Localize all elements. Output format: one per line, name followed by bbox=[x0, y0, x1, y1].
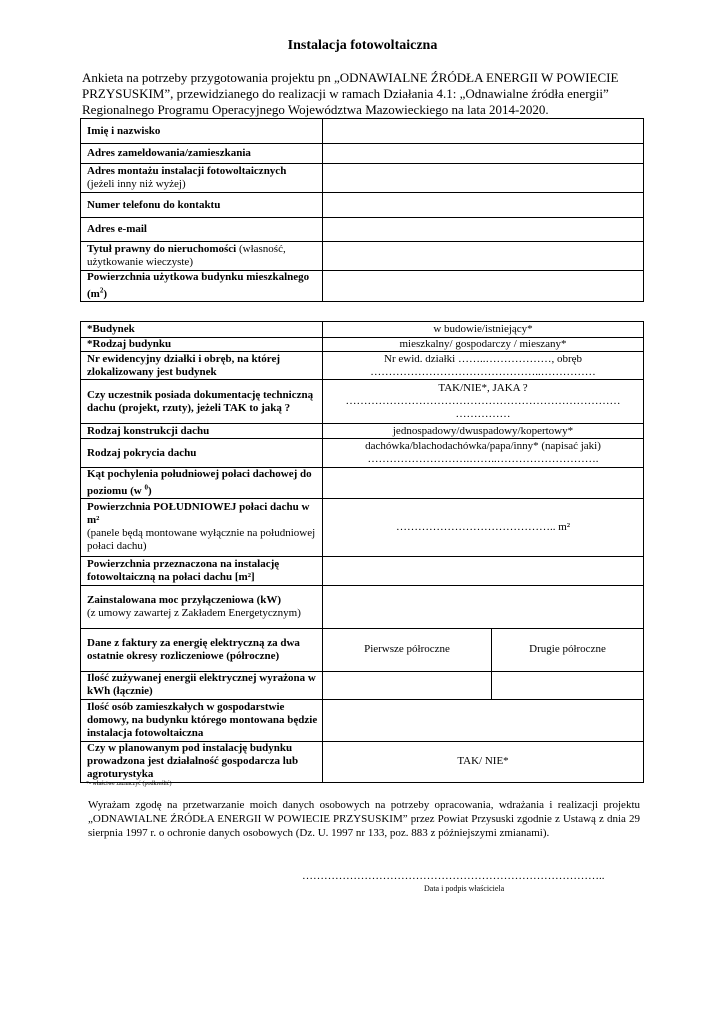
table-row bbox=[81, 193, 644, 218]
table-row bbox=[81, 242, 644, 271]
table-row bbox=[81, 468, 644, 499]
table-row bbox=[81, 352, 644, 380]
legal-title-label: Tytuł prawny do nieruchomości (własność, użytkowanie wieczyste) bbox=[81, 242, 323, 271]
install-address-label: Adres montażu instalacji fotowoltaicznych (jeżeli inny niż wyżej) bbox=[81, 164, 323, 193]
invoice-data-label: Dane z faktury za energię elektryczną za dwa ostatnie okresy rozliczeniowe (półroczne) bbox=[81, 628, 323, 671]
table-row bbox=[81, 338, 644, 352]
legal-title-field[interactable] bbox=[323, 242, 644, 271]
table-row bbox=[81, 144, 644, 164]
signature-caption: Data i podpis właściciela bbox=[424, 884, 505, 893]
consent-statement: Wyrażam zgodę na przetwarzanie moich danych osobowych na potrzeby opracowania, wdrażania i realizacji projektu „ODNAWIALNE ŹRÓDŁA ENERGII W POWIECIE PRZYSUSKIM” przez Powiat Przysuski zgodnie z Ustawą z dnia 29 sierpnia 1997 r. o ochronie danych osobowych (Dz. U. 1997 nr 133, poz. 883 z późniejszymi zmianami). bbox=[88, 799, 640, 839]
footnote: *- właściwe zaznaczyć (podkreślić) bbox=[86, 781, 172, 787]
signature-line[interactable]: ……………………………………………………………………….. bbox=[302, 870, 605, 882]
install-area-label: Powierzchnia przeznaczona na instalację fotowoltaiczną na połaci dachu [m²] bbox=[81, 556, 323, 585]
roof-construction-options[interactable]: jednospadowy/dwuspadowy/kopertowy* bbox=[323, 424, 644, 439]
roof-docs-field[interactable]: TAK/NIE*, JAKA ? ………………………………………………………………… …………… bbox=[323, 380, 644, 424]
table-row bbox=[81, 322, 644, 338]
table-row bbox=[81, 271, 644, 302]
roof-covering-label: Rodzaj pokrycia dachu bbox=[81, 439, 323, 468]
second-half-header: Drugie półroczne bbox=[492, 628, 644, 671]
table-row bbox=[81, 119, 644, 144]
household-size-field[interactable] bbox=[323, 699, 644, 741]
building-type-options[interactable]: mieszkalny/ gospodarczy / mieszany* bbox=[323, 338, 644, 352]
personal-data-table bbox=[80, 118, 644, 302]
table-row bbox=[81, 498, 644, 556]
table-row bbox=[81, 164, 644, 193]
first-half-usage-field[interactable] bbox=[323, 671, 492, 699]
table-row bbox=[81, 671, 644, 699]
address-label: Adres zameldowania/zamieszkania bbox=[81, 144, 323, 164]
energy-usage-label: Ilość zużywanej energii elektrycznej wyrażona w kWh (łącznie) bbox=[81, 671, 323, 699]
south-roof-area-label: Powierzchnia POŁUDNIOWEJ połaci dachu w m² (panele będą montowane wyłącznie na południowej połaci dachu) bbox=[81, 498, 323, 556]
table-row bbox=[81, 699, 644, 741]
south-roof-area-field[interactable]: …………………………………….. m² bbox=[323, 498, 644, 556]
usable-area-label: Powierzchnia użytkowa budynku mieszkalnego $(m^2)$ bbox=[81, 271, 323, 302]
building-data-table bbox=[80, 321, 644, 783]
roof-docs-label: Czy uczestnik posiada dokumentację techniczną dachu (projekt, rzuty), jeżeli TAK to jaką ? bbox=[81, 380, 323, 424]
table-row bbox=[81, 628, 644, 671]
table-row bbox=[81, 741, 644, 782]
phone-label: Numer telefonu do kontaktu bbox=[81, 193, 323, 218]
phone-field[interactable] bbox=[323, 193, 644, 218]
household-size-label: Ilość osób zamieszkałych w gospodarstwie domowy, na budynku którego montowana będzie instalacja fotowoltaiczna bbox=[81, 699, 323, 741]
building-status-options[interactable]: w budowie/istniejący* bbox=[323, 322, 644, 338]
usable-area-field[interactable] bbox=[323, 271, 644, 302]
connection-power-label: Zainstalowana moc przyłączeniowa (kW) (z umowy zawartej z Zakładem Energetycznym) bbox=[81, 585, 323, 628]
table-row bbox=[81, 585, 644, 628]
table-row bbox=[81, 439, 644, 468]
roof-angle-label: Kąt pochylenia południowej połaci dachowej do poziomu (w $^0$) bbox=[81, 468, 323, 499]
name-field[interactable] bbox=[323, 119, 644, 144]
install-area-field[interactable] bbox=[323, 556, 644, 585]
first-half-header: Pierwsze półroczne bbox=[323, 628, 492, 671]
intro-paragraph: Ankieta na potrzeby przygotowania projektu pn „ODNAWIALNE ŹRÓDŁA ENERGII W POWIECIE PRZYSUSKIM”, przewidzianego do realizacji w ramach Działania 4.1: „Odnawialne źródła energii” Regionalnego Programu Operacyjnego Województwa Mazowieckiego na lata 2014-2020. bbox=[82, 70, 619, 117]
business-activity-label: Czy w planowanym pod instalację budynku prowadzona jest działalność gospodarcza lub agroturystyka bbox=[81, 741, 323, 782]
email-field[interactable] bbox=[323, 218, 644, 242]
roof-construction-label: Rodzaj konstrukcji dachu bbox=[81, 424, 323, 439]
table-row bbox=[81, 556, 644, 585]
plot-number-label: Nr ewidencyjny działki i obręb, na której zlokalizowany jest budynek bbox=[81, 352, 323, 380]
name-label: Imię i nazwisko bbox=[81, 119, 323, 144]
email-label: Adres e-mail bbox=[81, 218, 323, 242]
building-type-label: *Rodzaj budynku bbox=[81, 338, 323, 352]
building-status-label: *Budynek bbox=[81, 322, 323, 338]
roof-covering-options[interactable]: dachówka/blachodachówka/papa/inny* (napisać jaki) ……………………….……..………………………. bbox=[323, 439, 644, 468]
page-title: Instalacja fotowoltaiczna bbox=[287, 38, 438, 53]
roof-angle-field[interactable] bbox=[323, 468, 644, 499]
second-half-usage-field[interactable] bbox=[492, 671, 644, 699]
address-field[interactable] bbox=[323, 144, 644, 164]
table-row bbox=[81, 424, 644, 439]
table-row bbox=[81, 380, 644, 424]
install-address-field[interactable] bbox=[323, 164, 644, 193]
connection-power-field[interactable] bbox=[323, 585, 644, 628]
business-activity-options[interactable]: TAK/ NIE* bbox=[323, 741, 644, 782]
plot-number-field[interactable]: Nr ewid. działki ……..………………, obręb ………………………………………..…………… bbox=[323, 352, 644, 380]
table-row bbox=[81, 218, 644, 242]
